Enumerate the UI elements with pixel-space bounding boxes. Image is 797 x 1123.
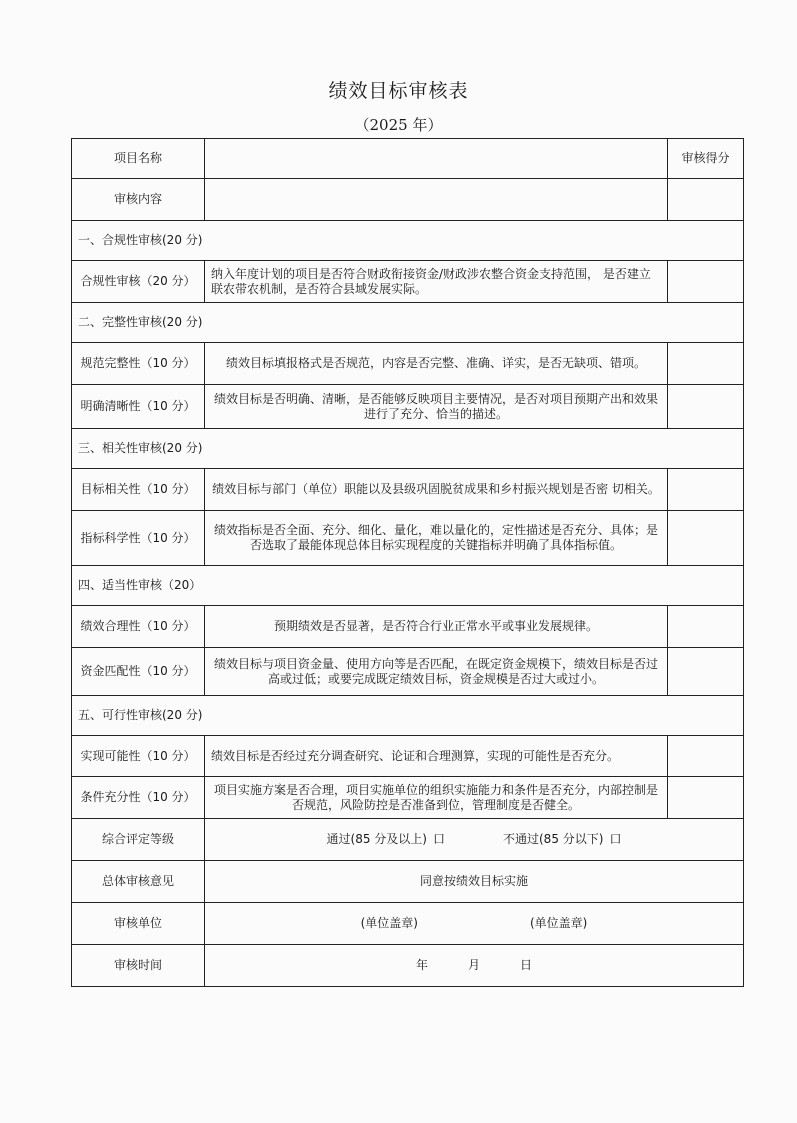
criterion-description: 绩效目标与项目资金量、使用方向等是否匹配，在既定资金规模下，绩效目标是否过高或过低；或要完成既定绩效目标，资金规模是否过大或过小。 (205, 648, 668, 696)
criterion-description: 绩效目标与部门（单位）职能以及县级巩固脱贫成果和乡村振兴规划是否密 切相关。 (205, 469, 668, 511)
pass-option[interactable] (327, 832, 445, 847)
criterion-description: 绩效目标是否明确、清晰，是否能够反映项目主要情况，是否对项目预期产出和效果进行了充分、恰当的描述。 (205, 385, 668, 429)
criterion-row (72, 606, 744, 648)
project-name-label: 项目名称 (72, 139, 205, 179)
time-label: 审核时间 (72, 945, 205, 987)
section-title: 一、合规性审核(20 分) (72, 221, 744, 261)
content-field[interactable] (205, 179, 668, 221)
content-row (72, 179, 744, 221)
section-title: 四、适当性审核（20） (72, 566, 744, 606)
opinion-row (72, 861, 744, 903)
criterion-score-cell[interactable] (668, 343, 744, 385)
criterion-row (72, 777, 744, 819)
section-header (72, 696, 744, 736)
fail-option[interactable] (503, 832, 621, 847)
content-label: 审核内容 (72, 179, 205, 221)
time-row (72, 945, 744, 987)
unit-row (72, 903, 744, 945)
criterion-description: 绩效指标是否全面、充分、细化、量化，难以量化的，定性描述是否充分、具体；是否选取了最能体现总体目标实现程度的关键指标并明确了具体指标值。 (205, 511, 668, 566)
criterion-label: 实现可能性（10 分） (72, 736, 205, 777)
criterion-row (72, 648, 744, 696)
section-header (72, 303, 744, 343)
criterion-row (72, 343, 744, 385)
pass-checkbox[interactable]: 口 (432, 832, 445, 846)
criterion-row (72, 385, 744, 429)
criterion-description: 绩效目标是否经过充分调查研究、论证和合理测算，实现的可能性是否充分。 (205, 736, 668, 777)
criterion-label: 目标相关性（10 分） (72, 469, 205, 511)
date-field[interactable] (205, 945, 744, 987)
criterion-score-cell[interactable] (668, 511, 744, 566)
date-year: 年 (415, 958, 428, 972)
section-header (72, 221, 744, 261)
section-title: 五、可行性审核(20 分) (72, 696, 744, 736)
opinion-value: 同意按绩效目标实施 (205, 861, 744, 903)
criterion-label: 资金匹配性（10 分） (72, 648, 205, 696)
criterion-score-cell[interactable] (668, 736, 744, 777)
criterion-score-cell[interactable] (668, 469, 744, 511)
content-score-cell[interactable] (668, 179, 744, 221)
criterion-row (72, 261, 744, 303)
year-subtitle: （2025 年） (354, 116, 443, 134)
date-day: 日 (520, 958, 533, 972)
criterion-label: 规范完整性（10 分） (72, 343, 205, 385)
rating-row (72, 819, 744, 861)
criterion-score-cell[interactable] (668, 606, 744, 648)
criterion-score-cell[interactable] (668, 385, 744, 429)
date-month: 月 (467, 958, 480, 972)
unit-seals (205, 903, 744, 945)
section-title: 三、相关性审核(20 分) (72, 429, 744, 469)
rating-label: 综合评定等级 (72, 819, 205, 861)
criterion-row (72, 736, 744, 777)
review-form-table (71, 138, 744, 987)
criterion-label: 明确清晰性（10 分） (72, 385, 205, 429)
criterion-description: 纳入年度计划的项目是否符合财政衔接资金/财政涉农整合资金支持范围， 是否建立联农带农机制，是否符合县域发展实际。 (205, 261, 668, 303)
criterion-row (72, 511, 744, 566)
fail-option-label: 不通过(85 分以下) (503, 832, 604, 846)
section-header (72, 429, 744, 469)
page-title: 绩效目标审核表 (328, 80, 469, 102)
criterion-label: 绩效合理性（10 分） (72, 606, 205, 648)
opinion-label: 总体审核意见 (72, 861, 205, 903)
criterion-score-cell[interactable] (668, 648, 744, 696)
criterion-label: 条件充分性（10 分） (72, 777, 205, 819)
criterion-label: 合规性审核（20 分） (72, 261, 205, 303)
score-label: 审核得分 (668, 139, 744, 179)
rating-options (205, 819, 744, 861)
unit-seal-1: (单位盖章) (360, 916, 418, 930)
unit-label: 审核单位 (72, 903, 205, 945)
criterion-label: 指标科学性（10 分） (72, 511, 205, 566)
criterion-description: 项目实施方案是否合理，项目实施单位的组织实施能力和条件是否充分，内部控制是否规范，风险防控是否准备到位，管理制度是否健全。 (205, 777, 668, 819)
section-header (72, 566, 744, 606)
unit-seal-2: (单位盖章) (530, 916, 588, 930)
criterion-row (72, 469, 744, 511)
criterion-description: 预期绩效是否显著，是否符合行业正常水平或事业发展规律。 (205, 606, 668, 648)
fail-checkbox[interactable]: 口 (609, 832, 622, 846)
pass-option-label: 通过(85 分及以上) (326, 832, 427, 846)
project-name-field[interactable] (205, 139, 668, 179)
project-name-row (72, 139, 744, 179)
criterion-score-cell[interactable] (668, 261, 744, 303)
criterion-description: 绩效目标填报格式是否规范，内容是否完整、准确、详实，是否无缺项、错项。 (205, 343, 668, 385)
criterion-score-cell[interactable] (668, 777, 744, 819)
section-title: 二、完整性审核(20 分) (72, 303, 744, 343)
